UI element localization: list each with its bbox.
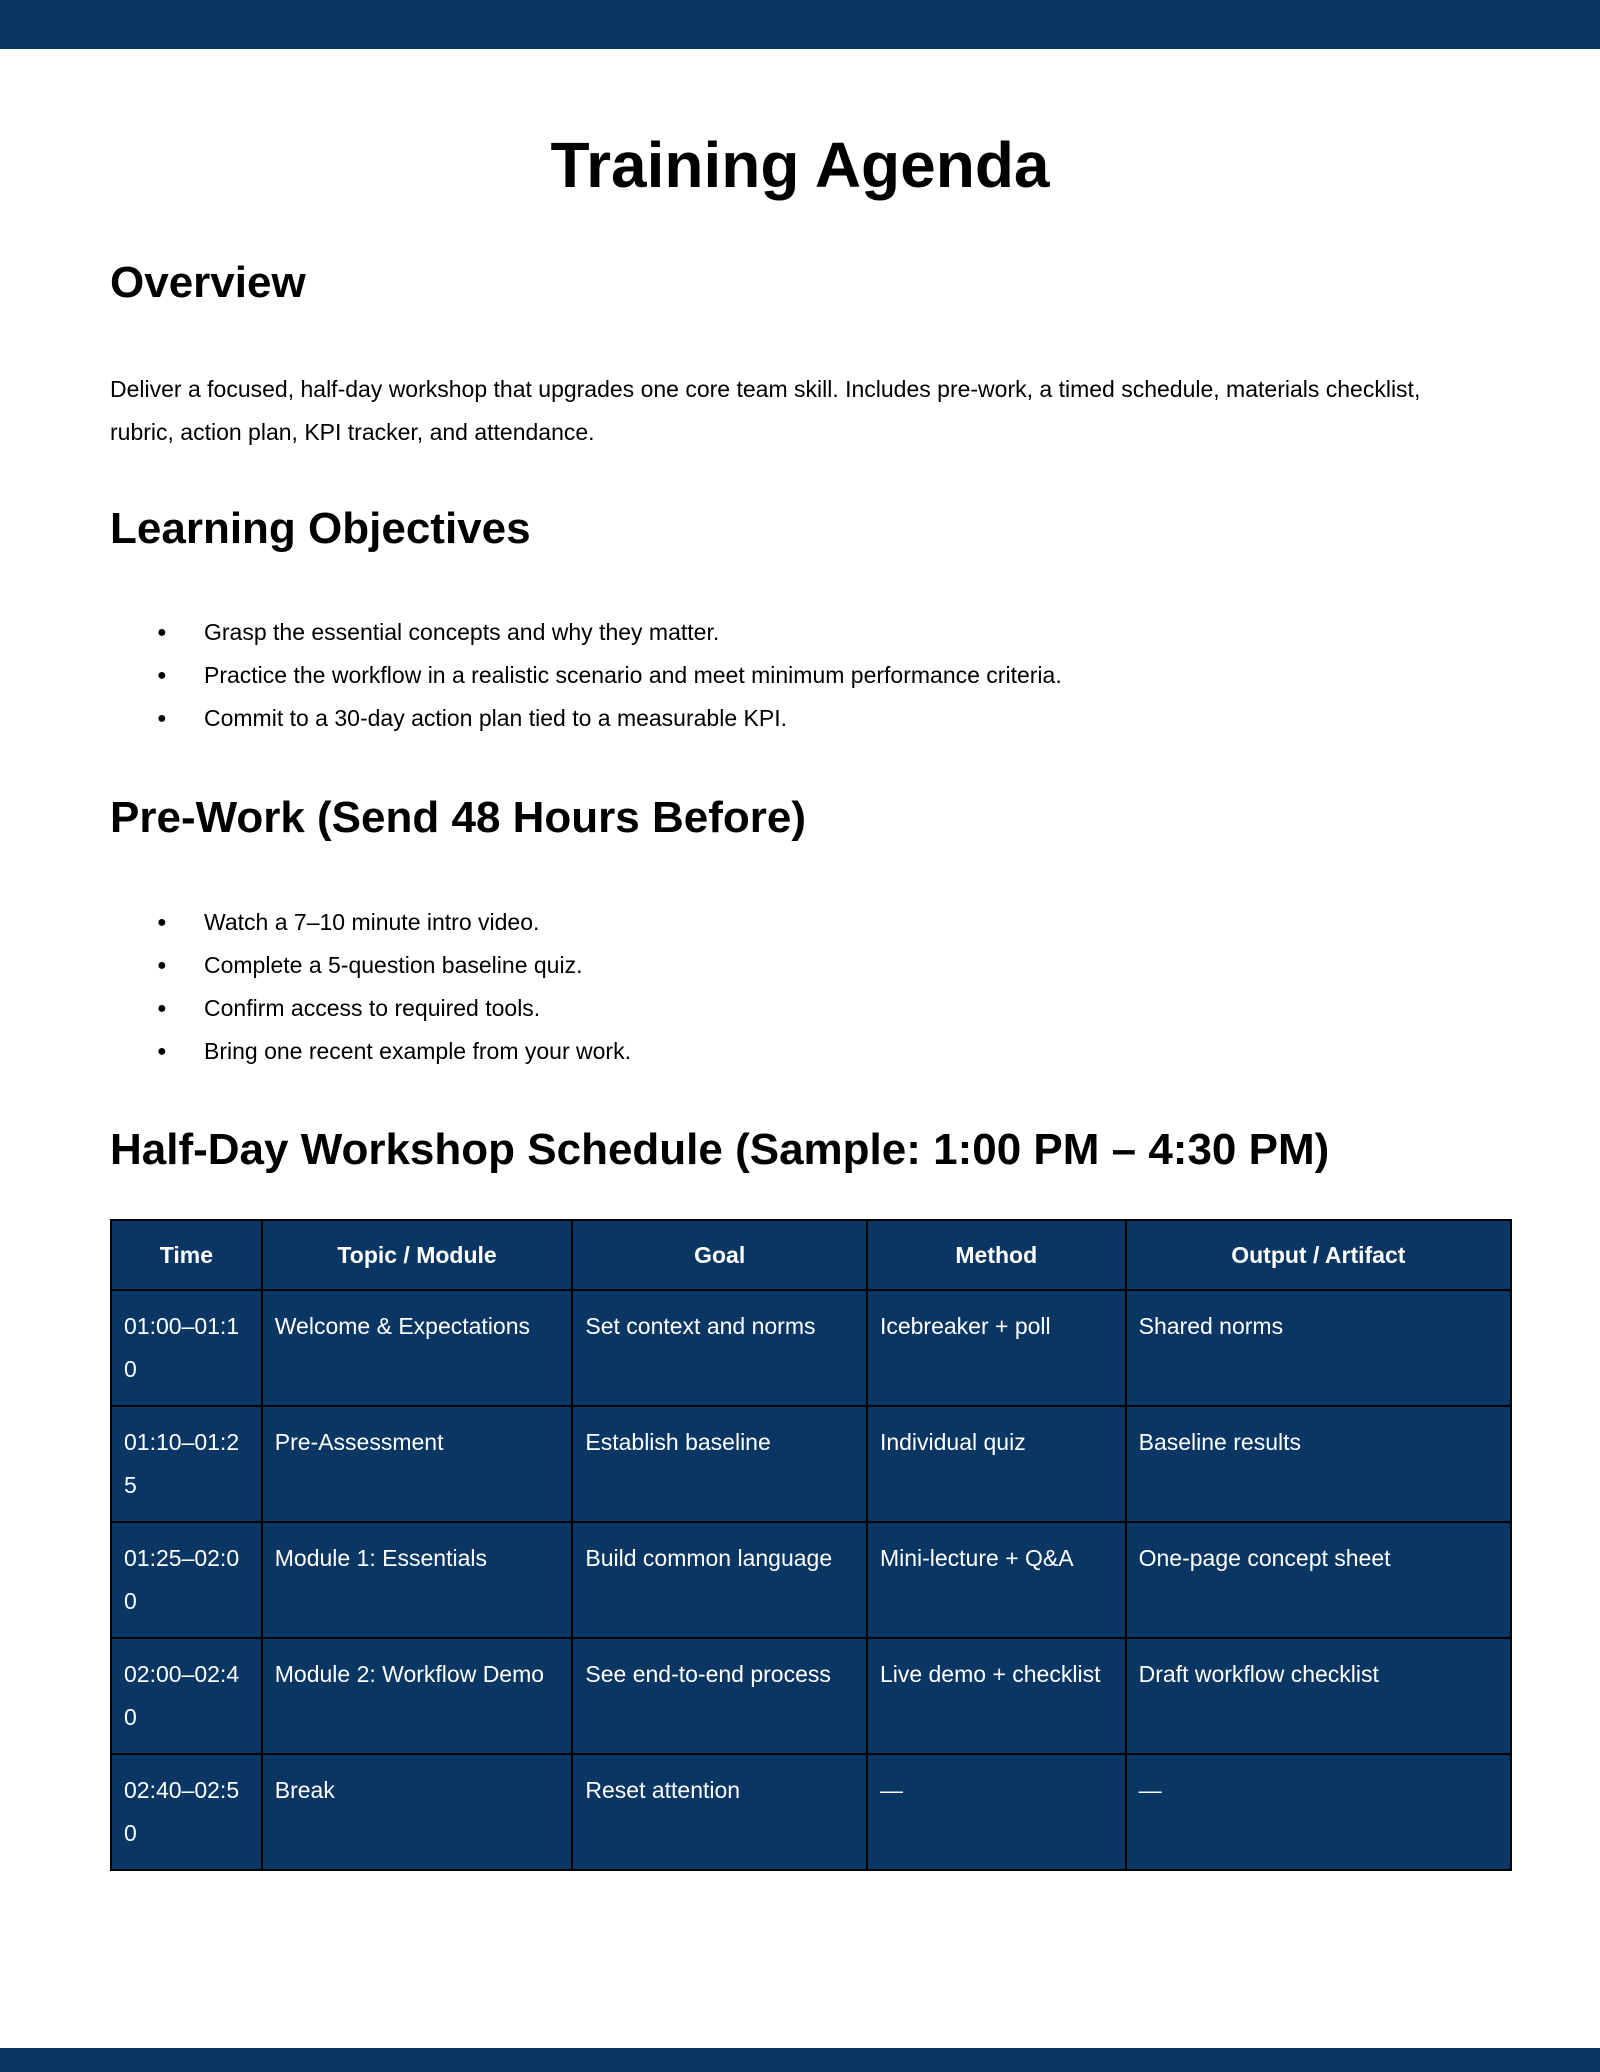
cell-goal: Set context and norms — [572, 1290, 867, 1406]
cell-output: Shared norms — [1126, 1290, 1511, 1406]
cell-method: — — [867, 1754, 1126, 1870]
column-header: Topic / Module — [262, 1220, 573, 1290]
cell-time: 01:00–01:10 — [111, 1290, 262, 1406]
schedule-heading: Half-Day Workshop Schedule (Sample: 1:00 PM – 4:30 PM) — [110, 1125, 1330, 1174]
cell-method: Live demo + checklist — [867, 1638, 1126, 1754]
list-item: ● Confirm access to required tools. — [110, 987, 631, 1030]
list-item: ● Watch a 7–10 minute intro video. — [110, 901, 631, 944]
cell-topic: Module 1: Essentials — [262, 1522, 573, 1638]
cell-goal: Build common language — [572, 1522, 867, 1638]
cell-time: 01:10–01:25 — [111, 1406, 262, 1522]
table-row — [111, 1406, 1511, 1522]
column-header: Time — [111, 1220, 262, 1290]
cell-method: Individual quiz — [867, 1406, 1126, 1522]
column-header: Output / Artifact — [1126, 1220, 1511, 1290]
list-item: ● Complete a 5-question baseline quiz. — [110, 944, 631, 987]
objectives-list — [110, 611, 1062, 740]
cell-topic: Break — [262, 1754, 573, 1870]
cell-time: 01:25–02:00 — [111, 1522, 262, 1638]
footer-bar — [0, 2048, 1600, 2072]
prework-heading: Pre-Work (Send 48 Hours Before) — [110, 793, 807, 842]
table-row — [111, 1290, 1511, 1406]
header-bar — [0, 0, 1600, 49]
cell-output: Draft workflow checklist — [1126, 1638, 1511, 1754]
column-header: Goal — [572, 1220, 867, 1290]
cell-goal: See end-to-end process — [572, 1638, 867, 1754]
list-item: ● Grasp the essential concepts and why they matter. — [110, 611, 1062, 654]
list-item: ● Bring one recent example from your work. — [110, 1030, 631, 1073]
table-row — [111, 1522, 1511, 1638]
cell-goal: Reset attention — [572, 1754, 867, 1870]
column-header: Method — [867, 1220, 1126, 1290]
cell-time: 02:00–02:40 — [111, 1638, 262, 1754]
cell-output: One-page concept sheet — [1126, 1522, 1511, 1638]
prework-list — [110, 901, 631, 1073]
list-item: ● Commit to a 30-day action plan tied to a measurable KPI. — [110, 697, 1062, 740]
cell-topic: Welcome & Expectations — [262, 1290, 573, 1406]
cell-topic: Module 2: Workflow Demo — [262, 1638, 573, 1754]
cell-time: 02:40–02:50 — [111, 1754, 262, 1870]
table-row — [111, 1638, 1511, 1754]
cell-topic: Pre-Assessment — [262, 1406, 573, 1522]
overview-text: Deliver a focused, half-day workshop that upgrades one core team skill. Includes pre-work, a timed schedule, materials checklist, rubric, action plan, KPI tracker, and attendance. — [110, 376, 1421, 445]
table-row — [111, 1754, 1511, 1870]
schedule-table — [110, 1219, 1512, 1871]
cell-output: — — [1126, 1754, 1511, 1870]
cell-output: Baseline results — [1126, 1406, 1511, 1522]
table-header-row — [111, 1220, 1511, 1290]
cell-method: Mini-lecture + Q&A — [867, 1522, 1126, 1638]
overview-heading: Overview — [110, 258, 306, 307]
list-item: ● Practice the workflow in a realistic scenario and meet minimum performance criteria. — [110, 654, 1062, 697]
objectives-heading: Learning Objectives — [110, 504, 531, 553]
page-title: Training Agenda — [550, 129, 1050, 201]
cell-method: Icebreaker + poll — [867, 1290, 1126, 1406]
cell-goal: Establish baseline — [572, 1406, 867, 1522]
